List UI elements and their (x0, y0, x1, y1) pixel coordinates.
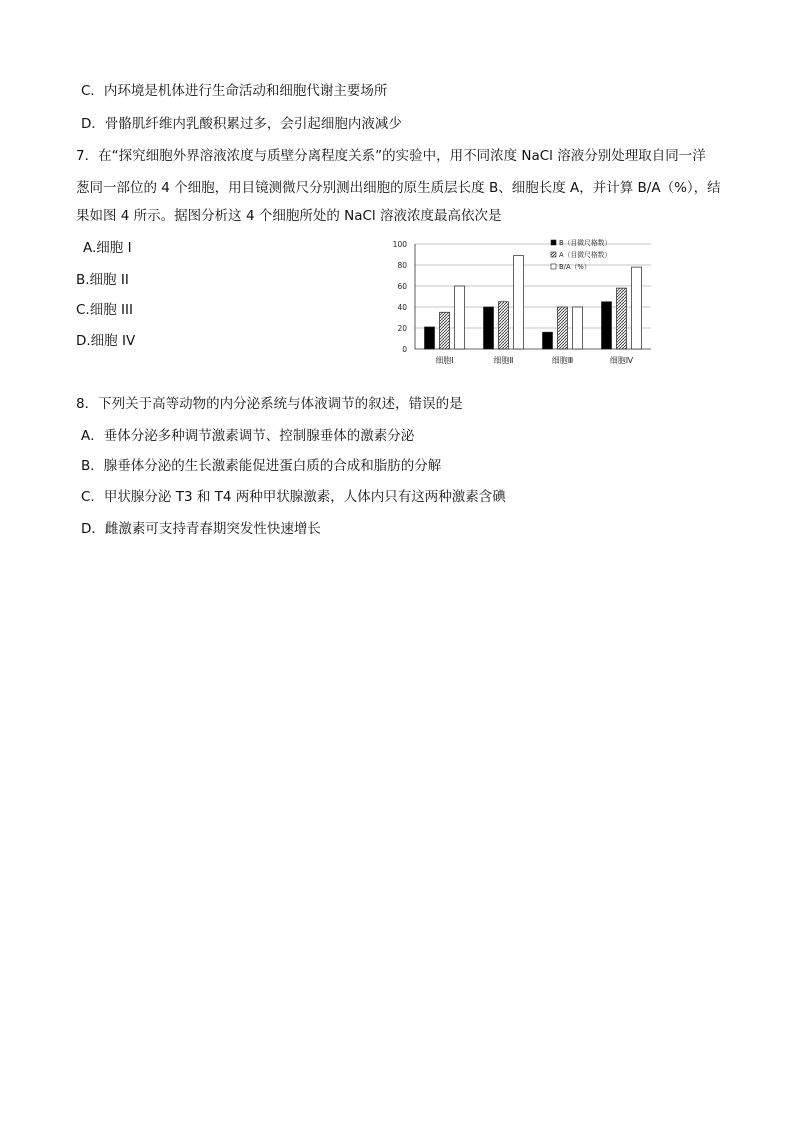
y-tick-label: 80 (397, 261, 407, 270)
y-tick-label: 20 (397, 324, 407, 333)
y-tick-label: 60 (397, 282, 407, 291)
q7-stem-line1: 7．在“探究细胞外界溶液浓度与质壁分离程度关系”的实验中，用不同浓度 NaCl 溶液分别处理取自同一洋 (76, 148, 706, 164)
q8-option-d: D．雌激素可支持青春期突发性快速增长 (81, 521, 321, 537)
bar (440, 312, 450, 349)
bar (543, 332, 553, 349)
q8-stem: 8．下列关于高等动物的内分泌系统与体液调节的叙述，错误的是 (76, 396, 463, 412)
x-tick-label: 细胞Ⅲ (551, 356, 574, 365)
q7-option-d: D.细胞 IV (76, 333, 136, 349)
chart-gridlines (415, 244, 651, 328)
q7-option-c: C.细胞 III (76, 302, 133, 318)
legend-label: B/A（%） (559, 263, 591, 271)
chart-axes (415, 244, 651, 349)
bar (632, 267, 642, 349)
y-tick-label: 100 (393, 240, 407, 249)
chart-bars (425, 256, 642, 349)
legend-swatch (551, 252, 556, 257)
legend-swatch (551, 240, 556, 245)
bar (499, 302, 509, 349)
bar (617, 288, 627, 349)
bar (514, 256, 524, 349)
q8-option-b: B．腺垂体分泌的生长激素能促进蛋白质的合成和脂肪的分解 (81, 458, 442, 474)
x-tick-label: 细胞Ⅳ (609, 356, 634, 365)
bar (484, 307, 494, 349)
legend-label: B（目微尺格数） (559, 239, 612, 247)
bar (573, 307, 583, 349)
y-tick-label: 40 (397, 303, 407, 312)
y-tick-label: 0 (402, 345, 407, 354)
q8-option-c: C．甲状腺分泌 T3 和 T4 两种甲状腺激素，人体内只有这两种激素含碘 (81, 489, 506, 505)
q6-option-c: C．内环境是机体进行生命活动和细胞代谢主要场所 (81, 83, 388, 99)
bar-chart (393, 236, 653, 374)
x-tick-label: 细胞Ⅰ (435, 356, 454, 365)
chart-legend (551, 238, 611, 271)
bar (558, 307, 568, 349)
legend-swatch (551, 264, 556, 269)
bar (425, 327, 435, 349)
bar (455, 286, 465, 349)
q8-option-a: A．垂体分泌多种调节激素调节、控制腺垂体的激素分泌 (81, 428, 415, 444)
q7-option-b: B.细胞 II (76, 272, 129, 288)
legend-label: A（目微尺格数） (559, 251, 612, 259)
x-tick-label: 细胞Ⅱ (493, 356, 514, 365)
q7-stem-line2: 葱同一部位的 4 个细胞，用目镜测微尺分别测出细胞的原生质层长度 B、细胞长度 A，并计算 B/A（%），结 (76, 180, 721, 196)
bar (602, 302, 612, 349)
q7-stem-line3: 果如图 4 所示。据图分析这 4 个细胞所处的 NaCl 溶液浓度最高依次是 (76, 208, 502, 224)
q6-option-d: D．骨骼肌纤维内乳酸积累过多，会引起细胞内液减少 (81, 116, 402, 132)
q7-option-a: A.细胞 I (83, 240, 132, 256)
